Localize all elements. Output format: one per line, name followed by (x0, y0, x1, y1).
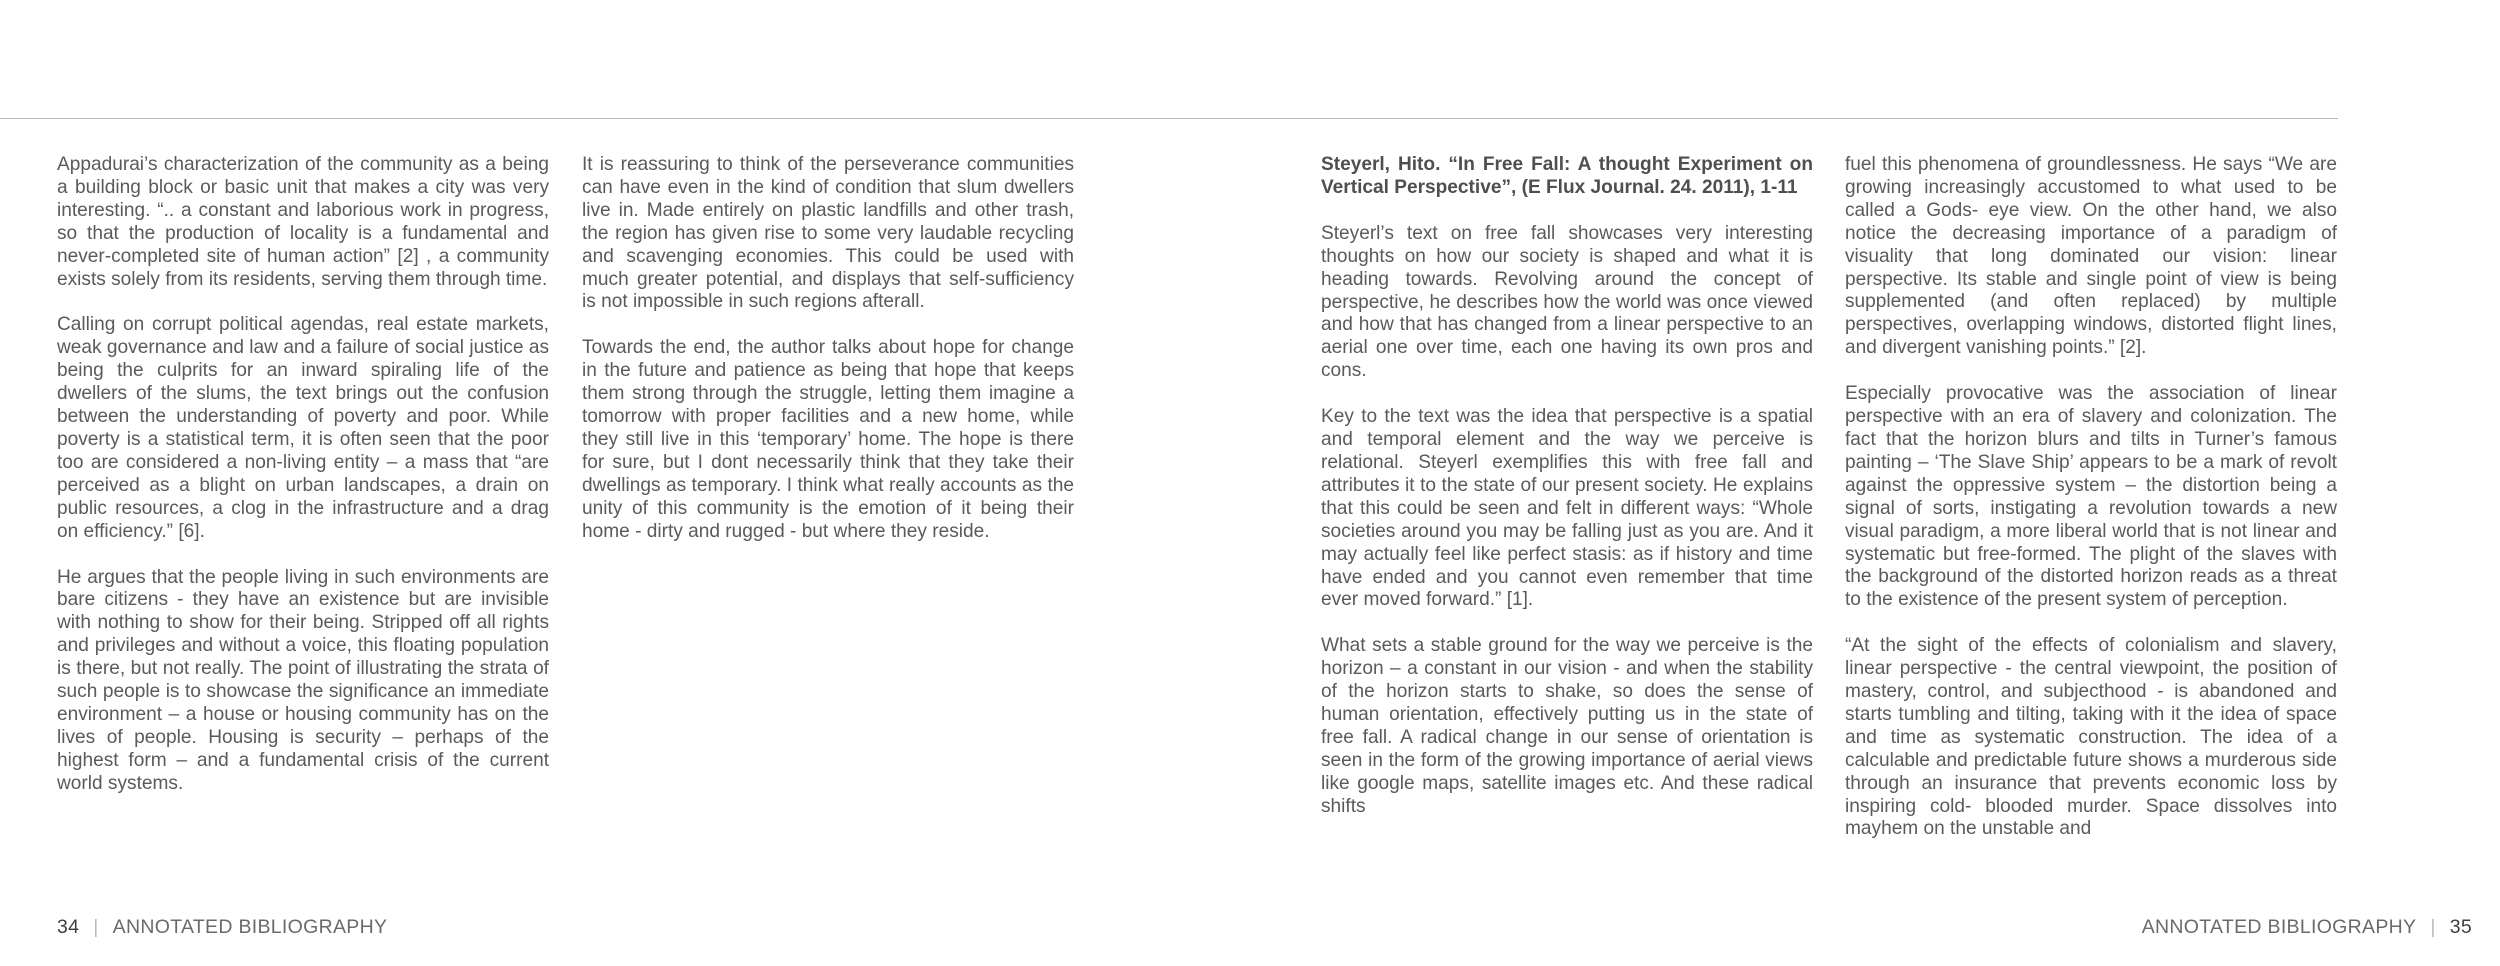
paragraph: He argues that the people living in such environments are bare citizens - they have an existence but are invisible with nothing to show for their being. Stripped off all rights and privileges and without a voice, this floating population is there, but not really. The point of illustrating the strata of such people is to showcase the significance an immediate environment – a house or housing community has on the lives of people. Housing is security – perhaps of the highest form – and a fundamental crisis of the current world systems. (57, 566, 549, 794)
right-page-column-1 (1321, 154, 1813, 819)
paragraph: Appadurai’s characterization of the community as a being a building block or basic unit that makes a city was very interesting. “.. a constant and laborious work in progress, so that the production of locality is a fundamental and never-completed site of human action” [2] , a community exists solely from its residents, serving them through time. (57, 154, 549, 290)
running-title: ANNOTATED BIBLIOGRAPHY (112, 916, 388, 938)
paragraph: It is reassuring to think of the perseverance communities can have even in the kind of condition that slum dwellers live in. Made entirely on plastic landfills and other trash, the region has given rise to some very laudable recycling and scavenging economies. This could be used with much greater potential, and displays that self-sufficiency is not impossible in such regions afterall. (582, 154, 1074, 313)
paragraph: Especially provocative was the association of linear perspective with an era of slavery and colonization. The fact that the horizon blurs and tilts in Turner’s famous painting – ‘The Slave Ship’ appears to be a mark of revolt against the oppressive system – the distortion being a signal of sorts, instigating a revolution towards a new visual paradigm, a more liberal world that is not linear and systematic but free-formed. The plight of the slaves with the background of the distorted horizon reads as a threat to the existence of the present system of perception. (1845, 383, 2337, 611)
left-page-footer (57, 916, 387, 938)
running-title: ANNOTATED BIBLIOGRAPHY (2141, 916, 2417, 938)
paragraph: What sets a stable ground for the way we perceive is the horizon – a constant in our vision - and when the stability of the horizon starts to shake, so does the sense of human orientation, effectively putting us in the state of free fall. A radical change in our sense of orientation is seen in the form of the growing importance of aerial views like google maps, satellite images etc. And these radical shifts (1321, 635, 1813, 817)
page-number: 34 (57, 916, 80, 938)
paragraph: Key to the text was the idea that perspective is a spatial and temporal element and the way we perceive is relational. Steyerl exemplifies this with free fall and attributes it to the state of our present society. He explains that this could be seen and felt in different ways: “Whole societies around you may be falling just as you are. And it may actually feel like perfect stasis: as if history and time have ended and you cannot even remember that time ever moved forward.” [1]. (1321, 406, 1813, 611)
paragraph: Calling on corrupt political agendas, real estate markets, weak governance and law and a failure of social justice as being the culprits for an inward spiraling life of the dwellers of the slums, the text brings out the confusion between the understanding of poverty and poor. While poverty is a statistical term, it is often seen that the poor too are considered a non-living entity – a mass that “are perceived as a blight on urban landscapes, a drain on public resources, a clog in the infrastructure and a drag on efficiency.” [6]. (57, 314, 549, 542)
paragraph: Steyerl’s text on free fall showcases very interesting thoughts on how our society is shaped and what it is heading towards. Revolving around the concept of perspective, he describes how the world was once viewed and how that has changed from a linear perspective to an aerial one over time, each one having its own pros and cons. (1321, 222, 1813, 382)
paragraph: fuel this phenomena of groundlessness. He says “We are growing increasingly accustomed to what used to be called a Gods- eye view. On the other hand, we also notice the decreasing importance of a paradigm of visuality that long dominated our vision: linear perspective. Its stable and single point of view is being supplemented (and often replaced) by multiple perspectives, overlapping windows, distorted flight lines, and divergent vanishing points.” [2]. (1845, 154, 2337, 359)
header-rule (0, 118, 2338, 119)
left-page-column-1 (57, 154, 549, 796)
left-page-column-2 (582, 154, 1074, 544)
right-page-footer (2142, 916, 2472, 938)
citation-heading: Steyerl, Hito. “In Free Fall: A thought Experiment on Vertical Perspective”, (E Flux Journal. 24. 2011), 1-11 (1321, 154, 1813, 198)
right-page-column-2 (1845, 154, 2337, 841)
footer-divider: | (93, 916, 99, 938)
paragraph: Towards the end, the author talks about hope for change in the future and patience as being that hope that keeps them strong through the struggle, letting them imagine a tomorrow with proper facilities and a new home, while they still live in this ‘temporary’ home. The hope is there for sure, but I dont necessarily think that they take their dwellings as temporary. I think what really accounts as the unity of this community is the emotion of it being their home - dirty and rugged - but where they reside. (582, 337, 1074, 542)
paragraph: “At the sight of the effects of colonialism and slavery, linear perspective - the central viewpoint, the position of mastery, control, and subjecthood - is abandoned and starts tumbling and tilting, taking with it the idea of space and time as systematic construction. The idea of a calculable and predictable future shows a murderous side through an insurance that prevents economic loss by inspiring cold- blooded murder. Space dissolves into mayhem on the unstable and (1845, 635, 2337, 840)
footer-divider: | (2430, 916, 2436, 938)
page-number: 35 (2449, 916, 2472, 938)
